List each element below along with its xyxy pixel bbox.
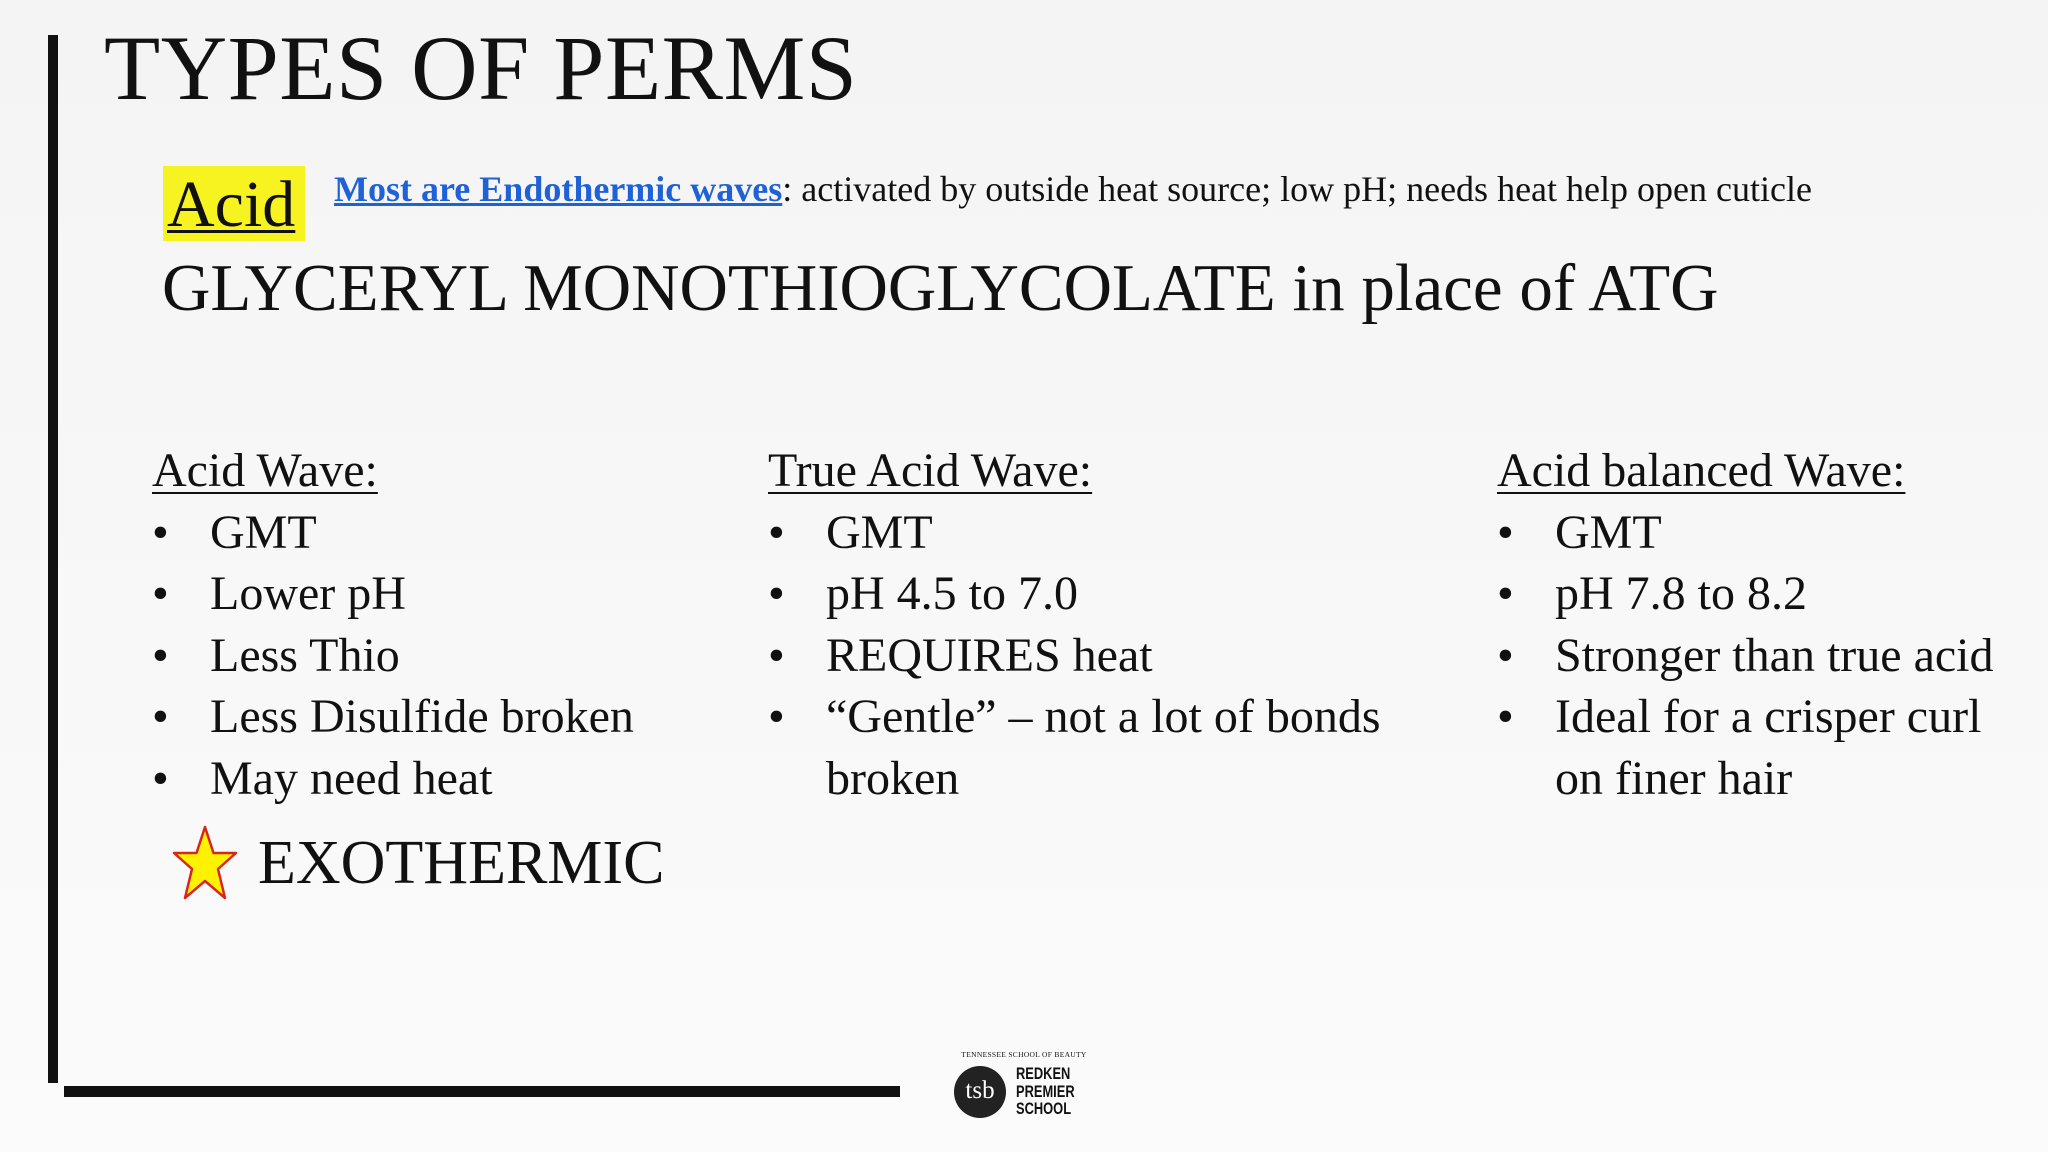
logo-monogram: tsb <box>954 1066 1006 1118</box>
bottom-accent-bar <box>64 1086 900 1097</box>
list-item: • GMT <box>768 502 1448 564</box>
star-icon <box>172 824 238 904</box>
gmt-heading: GLYCERYL MONOTHIOGLYCOLATE in place of ATG <box>162 251 1719 325</box>
column-heading: Acid balanced Wave: <box>1497 444 1906 497</box>
slide-title: TYPES OF PERMS <box>104 17 858 119</box>
bullet-list <box>1497 502 2037 810</box>
logo-line: SCHOOL <box>1016 1100 1072 1118</box>
list-item: • “Gentle” – not a lot of bonds broken <box>768 686 1448 809</box>
logo-wordmark <box>1016 1066 1075 1119</box>
endothermic-description: : activated by outside heat source; low pH; needs heat help open cuticle <box>782 169 1812 209</box>
list-item: • Ideal for a crisper curl on finer hair <box>1497 686 2037 809</box>
bullet-list <box>152 502 712 810</box>
true-acid-wave-column <box>768 440 1448 809</box>
list-item: • GMT <box>1497 502 2037 564</box>
list-item: • Less Disulfide broken <box>152 686 712 748</box>
acid-label: Acid <box>163 166 305 241</box>
left-accent-bar <box>48 35 58 1083</box>
list-item: • May need heat <box>152 748 712 810</box>
endothermic-line <box>334 168 1812 211</box>
list-item: • Less Thio <box>152 625 712 687</box>
list-item: • GMT <box>152 502 712 564</box>
column-heading: True Acid Wave: <box>768 444 1093 497</box>
school-logo <box>952 1050 1096 1120</box>
acid-balanced-wave-column <box>1497 440 2037 809</box>
bullet-list <box>768 502 1448 810</box>
list-item: • pH 4.5 to 7.0 <box>768 563 1448 625</box>
list-item: • pH 7.8 to 8.2 <box>1497 563 2037 625</box>
logo-school-name: TENNESSEE SCHOOL OF BEAUTY <box>961 1050 1087 1059</box>
logo-line: REDKEN <box>1016 1065 1071 1083</box>
endothermic-link[interactable]: Most are Endothermic waves <box>334 169 783 209</box>
acid-wave-column <box>152 440 712 809</box>
list-item: • Lower pH <box>152 563 712 625</box>
column-heading: Acid Wave: <box>152 444 378 497</box>
logo-line: PREMIER <box>1016 1082 1075 1101</box>
list-item: • REQUIRES heat <box>768 625 1448 687</box>
exothermic-label: EXOTHERMIC <box>258 829 665 897</box>
list-item: • Stronger than true acid <box>1497 625 2037 687</box>
